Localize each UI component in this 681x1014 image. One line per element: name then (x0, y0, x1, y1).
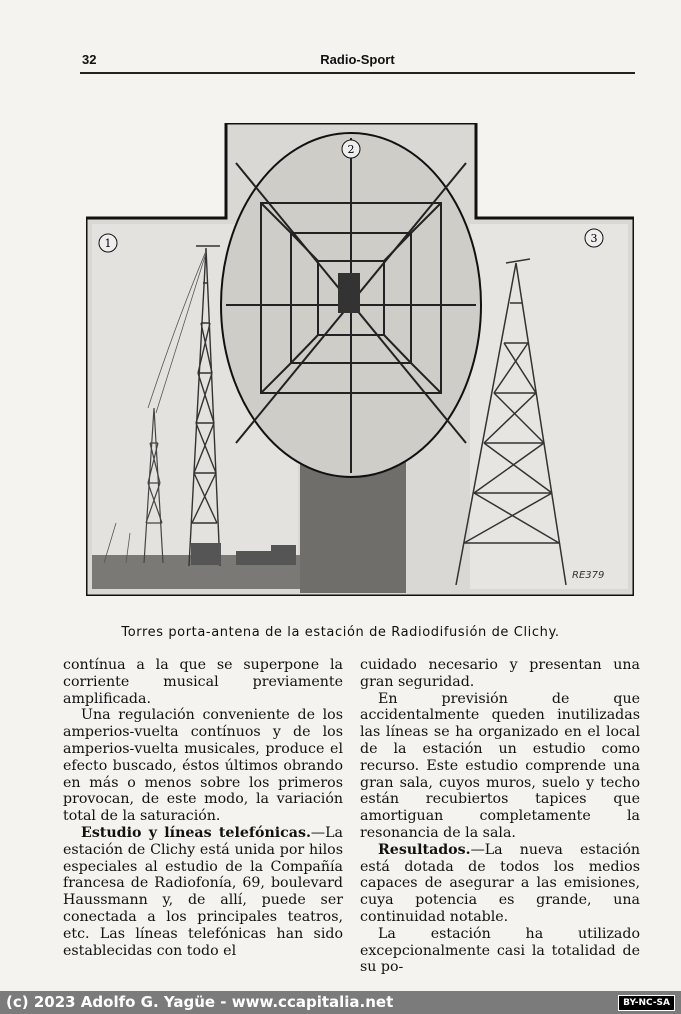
license-badge[interactable]: BY-NC-SA (618, 995, 675, 1011)
header-rule (80, 72, 635, 74)
watermark-footer (0, 991, 681, 1014)
section-heading-estudio: Estudio y líneas telefónicas. (81, 824, 311, 841)
panel-label-2: 2 (347, 143, 355, 156)
figure-illustration (86, 123, 634, 596)
right-paragraph-4: La estación ha utilizado excepcionalmente casi la totalidad de su po- (360, 925, 640, 976)
panel-label-1: 1 (104, 237, 112, 250)
left-paragraph-3-text: —La estación de Clichy está unida por hilos especiales al estudio de la Compañía francesa de Radiofonía, 69, boulevard Haussmann y, de allí, puede ser conectada a los principales teatros, etc. Las líneas telefónicas han sido establecidas con todo el (63, 824, 343, 959)
plate-mark: RE379 (572, 570, 605, 581)
right-panel-sky (470, 224, 628, 589)
running-title: Radio-Sport (320, 52, 395, 67)
antenna-towers-figure (86, 123, 634, 596)
figure-caption: Torres porta-antena de la estación de Radiodifusión de Clichy. (121, 625, 560, 640)
left-paragraph-3 (63, 825, 343, 959)
panel-label-3: 3 (590, 232, 598, 245)
right-column (360, 657, 640, 976)
left-column (63, 657, 343, 959)
page-header (80, 52, 635, 74)
right-paragraph-2: En previsión de que accidentalmente queden inutilizadas las líneas se ha organizado en el local de la estación un estudio como recurso. Este estudio comprende una gran sala, cuyos muros, suelo y techo están recubiertos tapices que amortiguan completamente la resonancia de la sala. (360, 690, 640, 841)
right-paragraph-1: cuidado necesario y presentan una gran seguridad. (360, 657, 640, 690)
page-number: 32 (82, 52, 97, 67)
left-paragraph-1: contínua a la que se superpone la corriente musical previamente amplificada. (63, 657, 343, 707)
right-paragraph-3 (360, 842, 640, 926)
section-heading-resultados: Resultados. (378, 841, 471, 858)
tower-core (338, 273, 360, 313)
copyright-credit: (c) 2023 Adolfo G. Yagüe - www.ccapitalia.net (6, 993, 394, 1011)
left-paragraph-2: Una regulación conveniente de los amperios-vuelta contínuos y de los amperios-vuelta musicales, produce el efecto buscado, éstos últimos obrando en más o menos sobre los primeros provocan, de este modo, la variación total de la saturación. (63, 707, 343, 825)
right-paragraph-3-text: —La nueva estación está dotada de todos los medios capaces de asegurar a las emisiones, cuya potencia es grande, una continuidad notable. (360, 841, 640, 925)
